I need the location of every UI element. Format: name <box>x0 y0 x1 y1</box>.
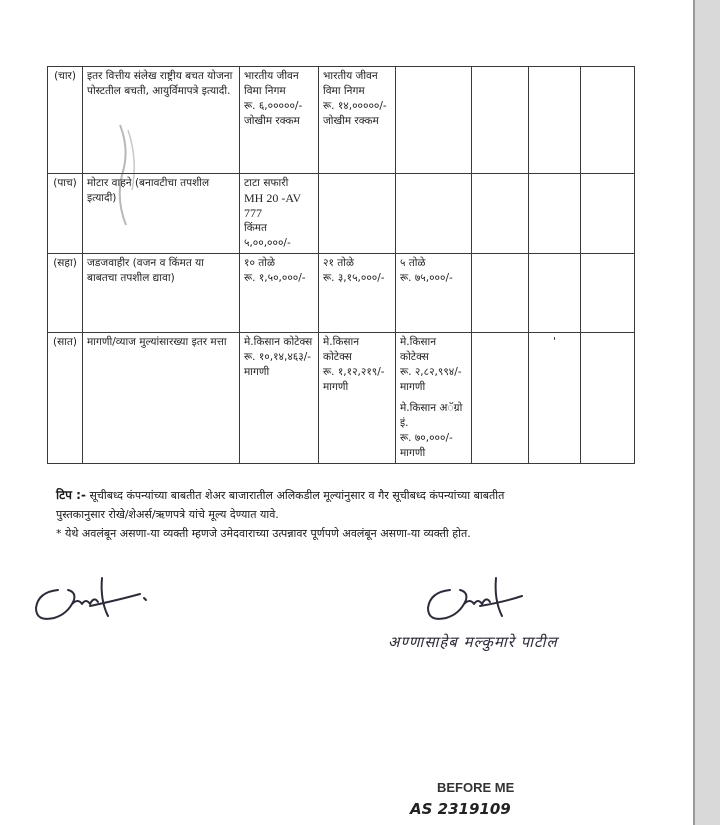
cell-line: मे.किसान कोटेक्स <box>323 336 360 363</box>
signature-right <box>420 572 530 632</box>
cell-line: रू. ७०,०००/- <box>400 432 453 444</box>
table-cell <box>319 174 396 254</box>
row-description: मोटार वाहने (बनावटीचा तपशील इत्यादी) <box>83 174 240 254</box>
table-cell <box>396 254 472 333</box>
note-line-3: * येथे अवलंबून असणा-या व्यक्ती म्हणजे उमेदवाराच्या उत्पन्नावर पूर्णपणे अवलंबून असणा-या व्यक्ती होत. <box>56 527 471 540</box>
cell-line: रू. ६,०००००/- <box>244 100 303 112</box>
row-number: (सात) <box>48 333 83 464</box>
cell-line: जोखीम रक्कम <box>244 115 300 127</box>
cell-line: रू. ३,१५,०००/- <box>323 272 385 284</box>
cell-line: मागणी <box>323 381 349 393</box>
cell-line: किंमत ५,००,०००/- <box>244 222 291 249</box>
table-cell <box>319 254 396 333</box>
table-cell <box>581 254 635 333</box>
table-cell <box>240 174 319 254</box>
table-cell <box>472 67 529 174</box>
handwritten-name: अण्णासाहेब मल्कुमारे पाटील <box>388 633 558 651</box>
table-cell <box>396 174 472 254</box>
cell-line: १० तोळे <box>244 257 275 269</box>
stamp-before-me: BEFORE ME <box>437 780 515 795</box>
table-cell <box>240 333 319 464</box>
note-line-1: सूचीबध्द कंपन्यांच्या बाबतीत शेअर बाजारातील अलिकडील मूल्यांनुसार व गैर सूचीबध्द कंपन्यांच्या बाबतीत <box>89 489 505 502</box>
table-cell <box>529 174 581 254</box>
table-cell <box>319 67 396 174</box>
cell-line: भारतीय जीवन विमा निगम <box>244 70 299 97</box>
stamp-reference: AS 2319109 <box>410 800 511 818</box>
table-cell <box>396 333 472 464</box>
cell-line: जोखीम रक्कम <box>323 115 379 127</box>
cell-line: रू. १,५०,०००/- <box>244 272 306 284</box>
asset-table <box>47 66 635 464</box>
cell-line: मे.किसान कोटेक्स <box>400 336 437 363</box>
table-cell <box>240 254 319 333</box>
note-line-2: पुस्तकानुसार रोखे/शेअर्स/ऋणपत्रे यांचे मूल्य देण्यात यावे. <box>56 508 279 521</box>
cell-line: रू. १४,०००००/- <box>323 100 387 112</box>
table-cell <box>396 67 472 174</box>
row-description: इतर वित्तीय संलेख राष्ट्रीय बचत योजना पोस्टतील बचती, आयुर्विमापत्रे इत्यादी. <box>83 67 240 174</box>
cell-line: भारतीय जीवन विमा निगम <box>323 70 378 97</box>
row-number: (चार) <box>48 67 83 174</box>
note-block <box>56 486 616 543</box>
cell-line: मे.किसान कोटेक्स <box>244 336 313 348</box>
cell-line: मागणी <box>400 381 426 393</box>
table-cell <box>240 67 319 174</box>
table-row <box>48 174 635 254</box>
table-cell <box>529 67 581 174</box>
cell-line: MH 20 -AV 777 <box>244 191 301 220</box>
table-cell <box>581 333 635 464</box>
cell-line: मे.किसान अॅग्रो इं. <box>400 402 463 429</box>
table-cell <box>472 333 529 464</box>
cell-mark: ' <box>553 336 556 348</box>
signature-left <box>28 570 158 630</box>
row-description: मागणी/व्याज मुल्यांसारख्या इतर मत्ता <box>83 333 240 464</box>
table-cell <box>581 174 635 254</box>
note-label: टिप :- <box>56 488 86 502</box>
row-number: (सहा) <box>48 254 83 333</box>
scan-edge <box>695 0 720 825</box>
table-cell <box>581 67 635 174</box>
cell-line: रू. ७५,०००/- <box>400 272 453 284</box>
cell-line: रू. १०,१४,४६३/- <box>244 351 312 363</box>
cell-line: रू. १,१२,२१९/- <box>323 366 385 378</box>
table-cell <box>472 174 529 254</box>
cell-line: २१ तोळे <box>323 257 354 269</box>
table-cell <box>319 333 396 464</box>
cell-line: टाटा सफारी <box>244 177 289 189</box>
cell-line: ५ तोळे <box>400 257 426 269</box>
table-row <box>48 67 635 174</box>
cell-line: मागणी <box>400 447 426 459</box>
cell-line: मागणी <box>244 366 270 378</box>
row-number: (पाच) <box>48 174 83 254</box>
table-row <box>48 333 635 464</box>
table-cell <box>529 333 581 464</box>
cell-line: रू. २,८२,९९४/- <box>400 366 462 378</box>
table-row <box>48 254 635 333</box>
table-cell <box>472 254 529 333</box>
row-description: जडजवाहीर (वजन व किंमत या बाबतचा तपशील द्यावा) <box>83 254 240 333</box>
table-cell <box>529 254 581 333</box>
